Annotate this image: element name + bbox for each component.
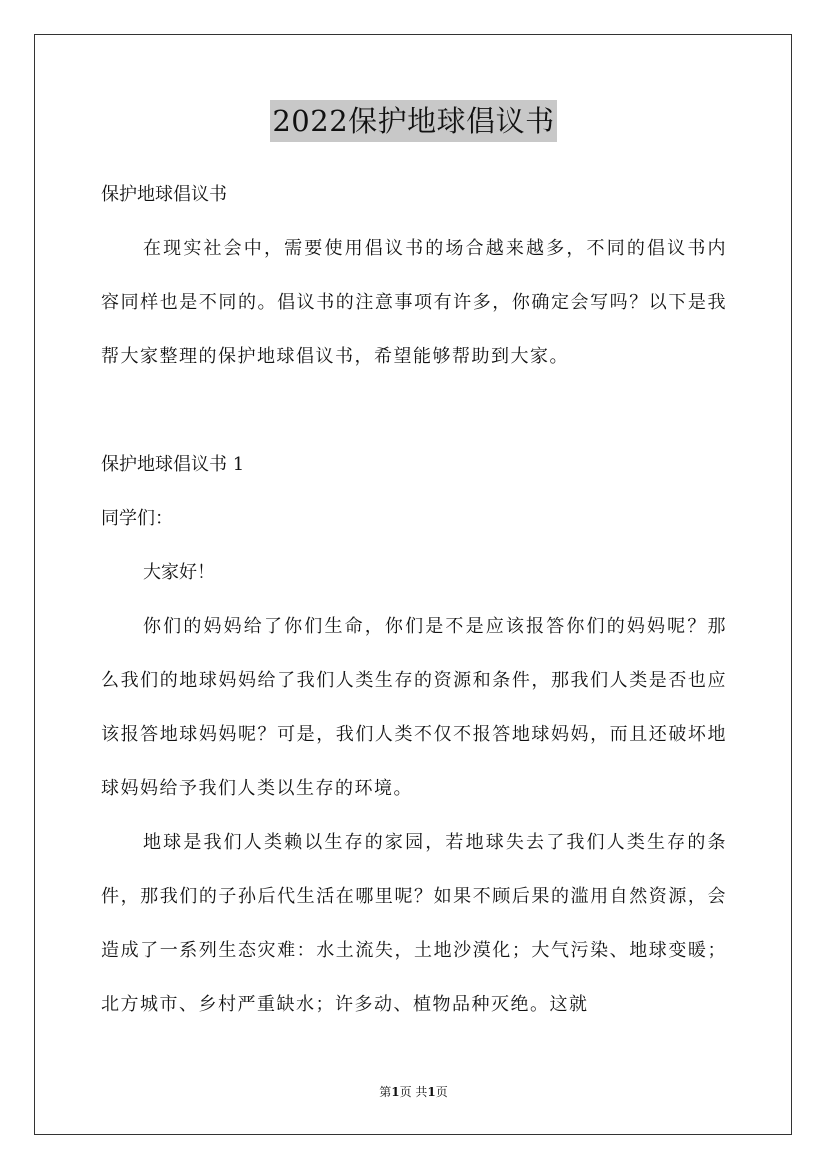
body-paragraph-1: 你们的妈妈给了你们生命，你们是不是应该报答你们的妈妈呢？那么我们的地球妈妈给了我们人类生存的资源和条件，那我们人类是否也应该报答地球妈妈呢？可是，我们人类不仅不报答地球妈妈，而且还破坏地球妈妈给予我们人类以生存的环境。 [101,616,727,799]
footer-page-number: 1 [391,1085,400,1099]
page-footer [0,1084,827,1100]
footer-prefix: 第 [379,1085,392,1099]
body-paragraph-2: 地球是我们人类赖以生存的家园，若地球失去了我们人类生存的条件，那我们的子孙后代生活在哪里呢？如果不顾后果的滥用自然资源，会造成了一系列生态灾难：水土流失，土地沙漠化；大气污染、地球变暖；北方城市、乡村严重缺水；许多动、植物品种灭绝。这就 [101,832,727,1015]
footer-page-total: 1 [427,1085,436,1099]
greeting: 大家好！ [143,562,215,583]
footer-suffix: 页 [435,1085,448,1099]
section-heading: 保护地球倡议书 1 [101,454,245,475]
intro-paragraph: 在现实社会中，需要使用倡议书的场合越来越多，不同的倡议书内容同样也是不同的。倡议书的注意事项有许多，你确定会写吗？以下是我帮大家整理的保护地球倡议书，希望能够帮助到大家。 [101,238,727,367]
salutation: 同学们： [101,508,173,529]
title-container [0,100,827,142]
document-body [101,168,727,1032]
document-title: 2022保护地球倡议书 [270,100,556,142]
subtitle: 保护地球倡议书 [101,184,227,205]
footer-mid: 页 共 [399,1085,428,1099]
